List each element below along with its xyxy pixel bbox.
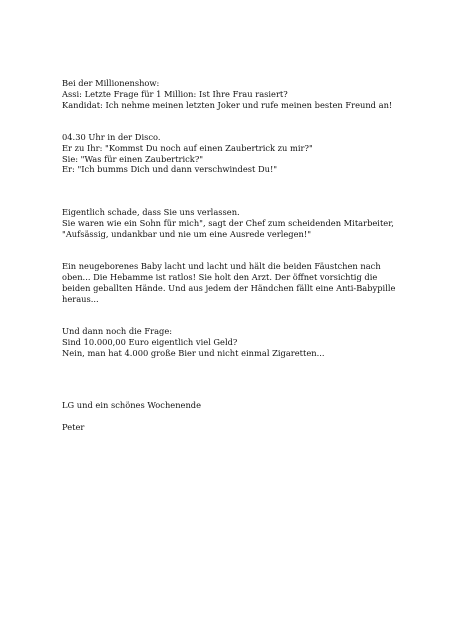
- joke-disco: [62, 132, 442, 176]
- text-line: oben... Die Hebamme ist ratlos! Sie holt den Arzt. Der öffnet vorsichtig die: [62, 271, 378, 282]
- document-body: [62, 78, 442, 433]
- text-line: Sie waren wie ein Sohn für mich", sagt der Chef zum scheidenden Mitarbeiter,: [62, 218, 394, 229]
- text-line: Sie: "Was für einen Zaubertrick?": [62, 153, 204, 164]
- text-line: Kandidat: Ich nehme meinen letzten Joker und rufe meinen besten Freund an!: [62, 99, 393, 110]
- text-line: heraus...: [62, 293, 99, 304]
- text-line: "Aufsässig, undankbar und nie um eine Ausrede verlegen!": [62, 229, 312, 240]
- signature-name: [62, 422, 442, 433]
- paragraph-spacer: [62, 411, 442, 422]
- closing-greeting: [62, 400, 442, 411]
- text-line: Und dann noch die Frage:: [62, 325, 173, 336]
- text-line: Eigentlich schade, dass Sie uns verlassen.: [62, 207, 240, 218]
- text-line: beiden geballten Hände. Und aus jedem der Händchen fällt eine Anti-Babypille: [62, 282, 396, 293]
- paragraph-spacer: [62, 305, 442, 326]
- text-line: Bei der Millionenshow:: [62, 78, 160, 88]
- text-line: Assi: Letzte Frage für 1 Million: Ist Ihre Frau rasiert?: [62, 88, 288, 99]
- text-line: 04.30 Uhr in der Disco.: [62, 131, 161, 142]
- paragraph-spacer: [62, 240, 442, 261]
- text-line: Peter: [62, 422, 85, 433]
- text-line: LG und ein schönes Wochenende: [62, 400, 202, 411]
- joke-chef: [62, 207, 442, 240]
- text-line: Er: "Ich bumms Dich und dann verschwindest Du!": [62, 164, 278, 175]
- text-line: Sind 10.000,00 Euro eigentlich viel Geld?: [62, 336, 238, 347]
- text-line: Er zu Ihr: "Kommst Du noch auf einen Zaubertrick zu mir?": [62, 142, 313, 153]
- joke-euro: [62, 326, 442, 359]
- paragraph-spacer: [62, 358, 442, 400]
- joke-baby: [62, 261, 442, 305]
- text-line: Nein, man hat 4.000 große Bier und nicht einmal Zigaretten...: [62, 347, 325, 358]
- paragraph-spacer: [62, 175, 442, 207]
- text-line: Ein neugeborenes Baby lacht und lacht und hält die beiden Fäustchen nach: [62, 261, 381, 272]
- joke-millionenshow: [62, 78, 442, 111]
- paragraph-spacer: [62, 111, 442, 132]
